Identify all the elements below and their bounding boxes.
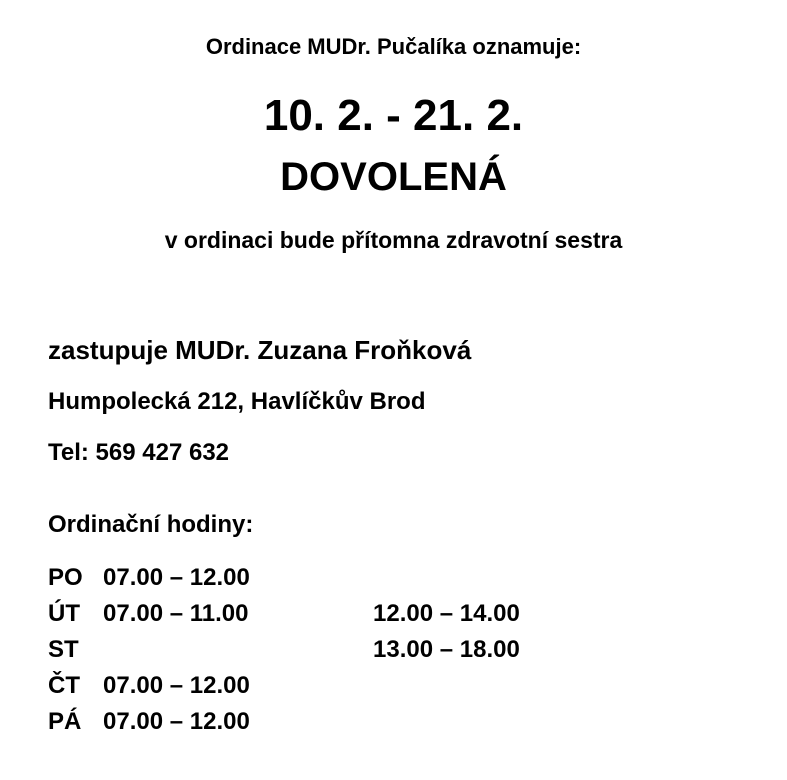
day-label: PO [48,564,83,591]
day-label: PÁ [48,708,82,735]
substitute-doctor: zastupuje MUDr. Zuzana Froňková [48,335,472,365]
vacation-title: DOVOLENÁ [280,155,507,199]
afternoon-hours: 12.00 – 14.00 [373,600,520,627]
morning-hours: 07.00 – 12.00 [103,564,250,591]
day-label: ÚT [48,600,80,627]
afternoon-hours: 13.00 – 18.00 [373,636,520,663]
substitute-address: Humpolecká 212, Havlíčkův Brod [48,388,426,415]
morning-hours: 07.00 – 12.00 [103,672,250,699]
day-label: ST [48,636,79,663]
nurse-note: v ordinaci bude přítomna zdravotní sestra [164,227,623,253]
vacation-dates: 10. 2. - 21. 2. [263,91,524,140]
office-hours-title: Ordinační hodiny: [48,511,254,538]
day-label: ČT [48,672,80,699]
substitute-phone: Tel: 569 427 632 [48,439,230,466]
morning-hours: 07.00 – 11.00 [103,600,249,627]
morning-hours: 07.00 – 12.00 [103,708,250,735]
announcement-heading: Ordinace MUDr. Pučalíka oznamuje: [205,34,582,59]
